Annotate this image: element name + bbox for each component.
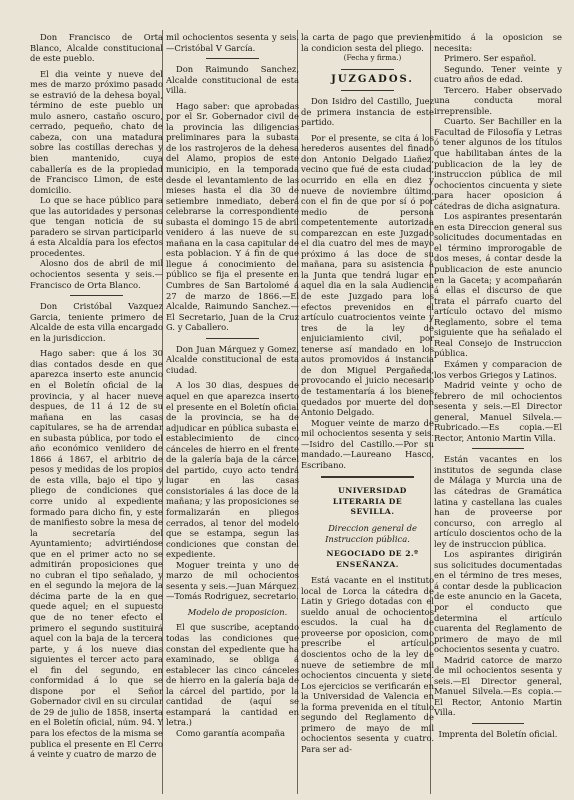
paragraph: El dia veinte y nueve del mes de marzo próximo pasado se estravió de la dehesa boyal, término de este pueblo un mulo asnero, castaño oscuro, cerrado, pequeño, chato de cabeza, con una matadura sobre las costillas derechas y bien mantenido, cuya caballería es de la propiedad de Francisco Limon, de este domicilio. [30,68,163,195]
requirement-item: Primero. Ser español. [444,53,537,64]
separator [341,90,394,91]
separator [341,69,394,70]
separator [472,448,523,449]
university-city: SEVILLA. [350,507,395,517]
paragraph: Los aspirantes dirigirán sus solicitudes documentadas en el término de tres meses, á contar desde la publicacion de este anuncio en la Gaceta, por el conducto que determina el artículo cuarenta del Reglamento de primero de mayo de mil ochocientos sesenta y cuatro. [434,549,562,655]
paragraph: Está vacante en el instituto local de Lorca la cátedra de Latin y Griego dotadas con el sueldo anual de ochocientos escudos. la cual ha de proveerse por oposicion, como prescribe el artículo doscientos ocho de la ley de nueve de setiembre de mil ochocientos cincuenta y siete. Los ejercicios se verificarán en la Universidad de Valencia en la forma prevenida en el título segundo del Reglamento de primero de mayo de mil ochocientos sesenta y cuatro. Para ser ad- [301,575,434,754]
signature-line: Moguer veinte de marzo de mil ochocientos sesenta y seis.—Isidro del Castillo.—Por su mandado.—Laureano Hasco, Escribano. [301,417,434,470]
column-1 [30,32,163,792]
column-3 [301,32,434,792]
university-heading: UNIVERSIDAD LITERARIA DE [332,486,407,506]
paragraph: El que suscribe, aceptando todas las condiciones que constan del expediente que ha examinado, se obliga á establecer las cinco cánceles de hierro en la galería baja de la cárcel del partido, por la cantidad de (aquí se estampará la cantidad en letra.) [166,622,299,728]
paragraph: mitido á la oposicion se necesita: [434,32,562,53]
paragraph: Por el presente, se cita á los herederos ausentes del finado don Antonio Delgado Liañez, vecino que fué de esta ciudad, ocurrido en ella en diez y nueve de noviembre último, con el fin de que por sí ó por medio de persona competentemente autorizada comparezcan en este Juzgado el dia cuatro del mes de mayo próximo á las doce de su mañana, para su asistencia á la Junta que tendrá lugar en aquel dia en la sala Audiencia de este Juzgado para los efectos prevenidos en el artículo cuatrocientos veinte y tres de la ley de enjuiciamiento civil, por tenerse así mandado en los autos promovidos á instancia de don Miguel Pergañeda, provocando el juicio necesario de testamentaría á los bienes quedados por muerte del don Antonio Delgado. [301,132,434,418]
paragraph: Lo que se hace público para que las autoridades y personas que tengan noticia de su paradero se sirvan participarlo á esta Alcaldía para los efectos procedentes. [30,195,163,258]
paragraph: Los aspirantes presentarán en esta Direccion general sus solicitudes documentadas en el término improrogable de dos meses, á contar desde la publicacion de este anuncio en la Gaceta; y acompañarán á ellas el discurso de que trata el párrafo cuarto del artículo octavo del mismo Reglamento, sobre el tema siguiente que ha señalado el Real Consejo de Instruccion pública. [434,211,562,359]
notice-heading: Don Cristóbal Vazquez Garcia, teniente primero de Alcalde de esta villa encargado en la jurisdiccion. [30,301,163,343]
separator [321,476,414,478]
signature-line: mil ochocientos sesenta y seis.—Cristóbal V García. [166,32,299,53]
paragraph: A los 30 dias, despues de aquel en que aparezca inserto el presente en el Boletín oficial de la provincia, se ha de adjudicar en pública subasta el establecimiento de cinco cánceles de hierro en el frente de la galería baja de la cárcel del partido, cuyo acto tendrá lugar en las casas consistoriales á las doce de la mañana; y las proposiciones se formalizarán en pliegos cerrados, al tenor del modelo que se estampa, segun las condiciones que constan del expediente. [166,380,299,560]
separator [472,723,523,724]
signature-line: Madrid catorce de marzo de mil ochocientos sesenta y seis.—El Director general, Manuel Silvela.—Es copia.—El Rector, Antonio Martin Villa. [434,654,562,718]
separator [206,58,259,59]
paragraph: Exámen y comparacion de los verbos Griegos y Latinos. [434,358,562,380]
signature-line: Moguer treinta y uno de marzo de mil ochocientos sesenta y seis.—Juan Márquez.—Tomás Rodriguez, secretario. [166,559,299,602]
requirement-item: Cuarto. Ser Bachiller en la Facultad de Filosofía y Letras ó tener algunos de los títulos que habilitaban ántes de la publicacion de la ley de instruccion pública de mil ochocientos cincuenta y siete para hacer oposicion á cátedras de dicha asignatura. [434,116,562,211]
notice-heading: Don Francisco de Orta Blanco, Alcalde constitucional de este pueblo. [30,32,163,64]
directorate-heading: Direccion general de Instruccion pública. [325,522,417,544]
date-signature-note: (Fecha y firma.) [343,53,402,63]
notice-heading: Don Isidro del Castillo, Juez de primera instancia de este partido. [301,96,434,128]
notice-heading: Don Raimundo Sanchez, Alcalde constitucional de esta villa. [166,64,299,96]
office-heading: NEGOCIADO DE 2.º ENSEÑANZA. [326,549,419,569]
signature-line: Madrid veinte y ocho de febrero de mil ochocientos sesenta y seis.—El Director general, Manuel Silvela.—Rubricado.—Es copia.—El Rector, Antonio Martin Villa. [434,380,562,443]
requirement-item: Segundo. Tener veinte y cuatro años de edad. [434,63,562,85]
separator [70,295,123,296]
signature-line: Alosno dos de abril de mil ochocientos sesenta y seis.—Francisco de Orta Blanco. [30,258,163,290]
paragraph: Están vacantes en los institutos de segunda clase de Málaga y Murcia una de las cátedras de Gramática latina y castellana las cuales han de proveerse por concurso, con arreglo al artículo doscientos ocho de la ley de instruccion pública. [434,454,562,549]
section-heading: JUZGADOS. [331,73,414,85]
paragraph: Hago saber: que á los 30 dias contados desde en que aparezca inserto este anuncio en el Boletín oficial de la provincia, y al hacer nueve despues, de 11 á 12 de su mañana en las casas capitulares, se ha de arrendar en subasta pública, por todo el año económico veniidero de 1866 á 1867, el arbitrio de pesos y medidas de los propios de esta villa, bajo el tipo y pliego de condiciones que corre unido al expediente formado para dicho fin, y este de manifiesto sobre la mesa de la secretaría del Ayuntamiento; advirtiéndose que en el primer acto no se admitirán proposiciones que no cubran el tipo señalado, y en el segundo la mejora de la décima parte de la en que quede aquel; en el supuesto que de no tener efecto el primero el segundo sustituirá aquel con la baja de la tercera parte, y á los nueve dias siguientes el tercer acto para el fin del segundo, en conformidad á lo que se dispone por el Señor Gobernador civil en su circular de 29 de julio de 1858, inserta en el Boletín oficial, núm. 94. Y para los efectos de la misma se publica el presente en El Cerro á veinte y cuatro de marzo de [30,348,163,760]
requirement-item: Tercero. Haber observado una conducta moral irreprensible. [434,84,562,116]
model-heading: Modelo de proposicion. [187,606,288,617]
column-4 [434,32,562,792]
paragraph: Hago saber: que aprobadas por el Sr. Gobernador civil de la provincia las diligencias preliminares para la subasta de los rastrojeros de la dehesa del Alamo, propios de este municipio, en la temporada desde el levantamiento de las mieses hasta el dia 30 de setiembre inmediato, deberá celebrarse la correspondiente subasta el domingo 15 de abril venidero á las nueve de su mañana en la casa capitular de esta poblacion. Y á fin de que llegue á conocimiento del público se fija el presente en Cumbres de San Bartolomé á 27 de marzo de 1866.—El Alcalde, Raimundo Sanchez.—El Secretario, Juan de la Cruz G. y Caballero. [166,100,299,333]
notice-heading: Don Juan Márquez y Gomez, Alcalde constitucional de esta ciudad. [166,343,299,375]
paragraph: la carta de pago que previene la condicion sesta del pliego. [301,32,434,53]
printer-imprint: Imprenta del Boletín oficial. [438,729,558,739]
column-2 [166,32,299,792]
separator [206,338,259,339]
paragraph: Como garantía acompaña [176,727,285,738]
